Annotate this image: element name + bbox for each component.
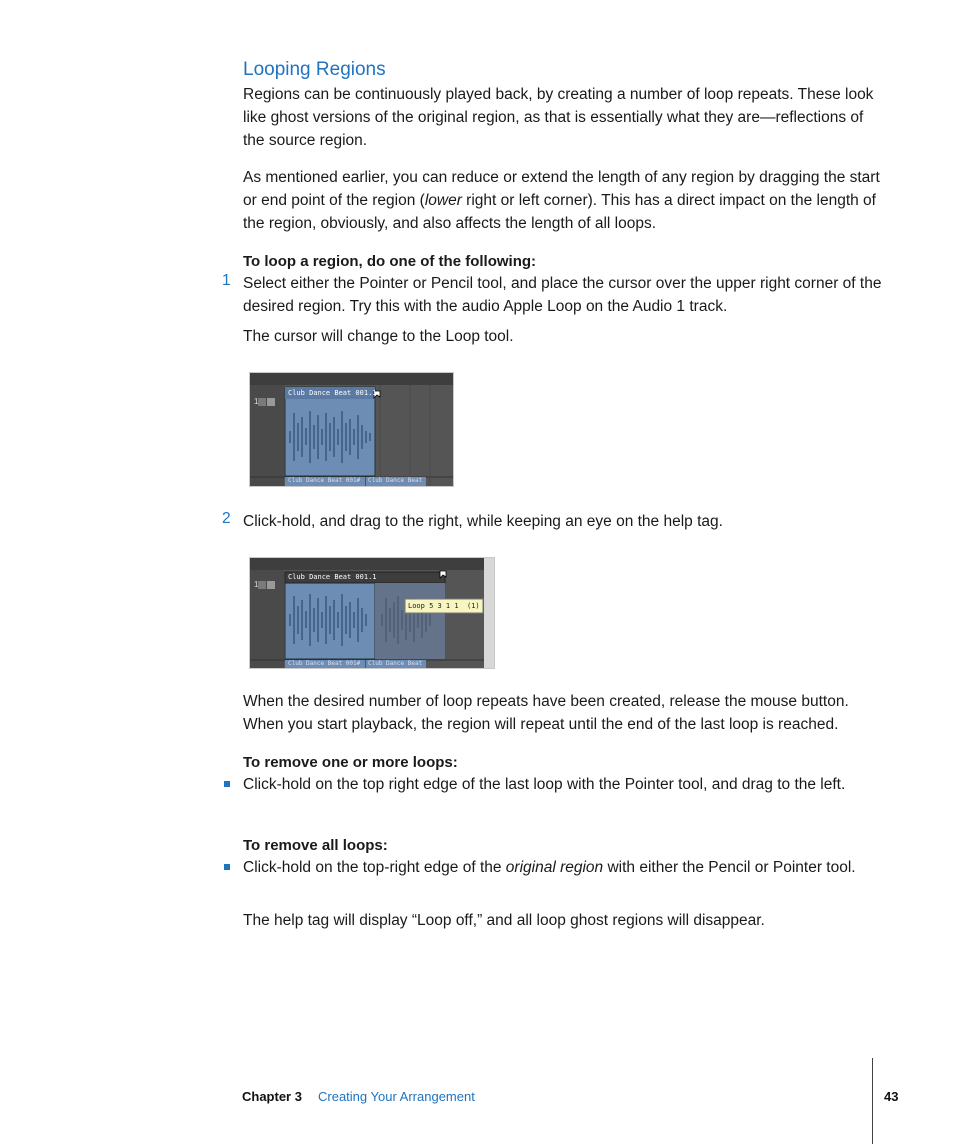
remove-all-heading: To remove all loops:: [243, 837, 388, 854]
remove-all-text: [243, 856, 883, 879]
step-1-note: The cursor will change to the Loop tool.: [243, 328, 514, 345]
remove-loops-heading: To remove one or more loops:: [243, 754, 458, 771]
page-number: 43: [884, 1089, 899, 1104]
lower-region-label: Club Dance Beat 001#: [288, 477, 361, 484]
bullet-marker: [224, 781, 230, 787]
track-number: 1: [254, 397, 259, 406]
step-1-text: Select either the Pointer or Pencil tool, and place the cursor over the upper right corner of the desired region. Try this with the audio Apple Loop on the Audio 1 track.: [243, 275, 882, 315]
lower-region-label: Club Dance Beat: [368, 660, 423, 667]
bullet-marker: [224, 864, 230, 870]
emphasis-lower: lower: [424, 192, 462, 209]
lower-region-label: Club Dance Beat: [368, 477, 423, 484]
region-label: Club Dance Beat 001.1: [288, 389, 377, 397]
step-number-1: 1: [222, 272, 231, 289]
region-label: Club Dance Beat 001.1: [288, 573, 377, 581]
length-paragraph-part: As mentioned earlier, you can reduce or extend the length of any region by dragging the start or end point of the region (: [243, 169, 880, 209]
footer-divider: [872, 1058, 873, 1144]
remove-loops-text: Click-hold on the top right edge of the last loop with the Pointer tool, and drag to the left.: [243, 776, 846, 793]
footer-chapter-title: Creating Your Arrangement: [318, 1089, 475, 1104]
footer-chapter: Chapter 3: [242, 1089, 302, 1104]
help-tag-screenshot: [249, 557, 495, 669]
remove-all-text-part: Click-hold on the top-right edge of the: [243, 859, 506, 876]
lower-region-label: Club Dance Beat 001#: [288, 660, 361, 667]
step-2-text: Click-hold, and drag to the right, while keeping an eye on the help tag.: [243, 513, 723, 530]
section-title: Looping Regions: [243, 59, 386, 80]
emphasis-original-region: original region: [505, 859, 604, 876]
loop-task-heading: To loop a region, do one of the following:: [243, 253, 537, 270]
loop-off-note: The help tag will display “Loop off,” and all loop ghost regions will disappear.: [243, 912, 765, 929]
track-number: 1: [254, 580, 259, 589]
step-number-2: 2: [222, 510, 231, 527]
help-tag: Loop 5 3 1 1 (1): [408, 602, 480, 610]
loop-tool-screenshot: [249, 372, 454, 487]
intro-paragraph: Regions can be continuously played back, by creating a number of loop repeats. These look like ghost versions of the original region, as that is essentially what they are—reflections of the source region.: [243, 86, 874, 149]
length-paragraph: [243, 166, 883, 235]
remove-all-text-part: with either the Pencil or Pointer tool.: [603, 859, 856, 876]
length-paragraph-part: right or left corner). This has a direct impact on the length of the region, obviously, and also affects the length of all loops.: [243, 192, 876, 232]
release-paragraph: When the desired number of loop repeats have been created, release the mouse button. When you start playback, the region will repeat until the end of the last loop is reached.: [243, 693, 849, 733]
